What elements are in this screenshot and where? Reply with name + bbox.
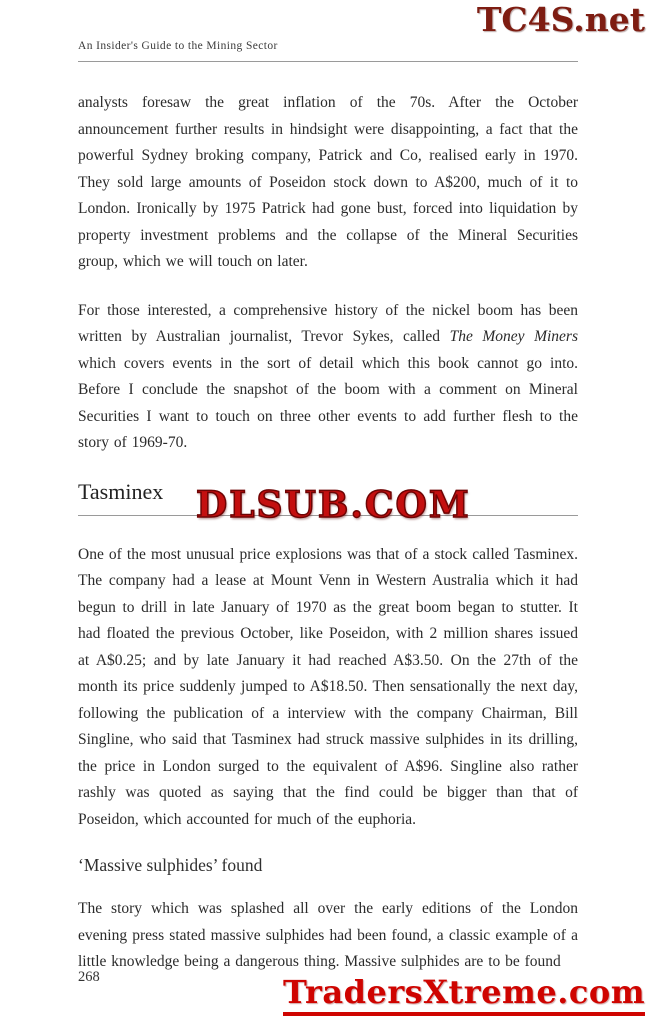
paragraph-4: The story which was splashed all over the early editions of the London evening press stated massive sulphides had been found, a classic example of a little knowledge being a dangerous thing. Massive sulphides are to be found (78, 900, 578, 970)
running-header-title: An Insider's Guide to the Mining Sector (78, 40, 278, 52)
paragraph-2-after: which covers events in the sort of detail which this book cannot go into. Before I conclude the snapshot of the boom with a comment on Mineral Securities I want to touch on three other events to add further flesh to the story of 1969-70. (78, 354, 578, 451)
watermark-top: TC4S.net (476, 0, 645, 39)
section-heading-tasminex: Tasminex (78, 478, 164, 504)
paragraph-3: One of the most unusual price explosions was that of a stock called Tasminex. The company had a lease at Mount Venn in Western Australia which it had begun to drill in late January of 1970 as the great boom began to stutter. It had floated the previous October, like Poseidon, with 2 million shares issued at A$0.25; and by late January it had reached A$3.50. On the 27th of the month its price suddenly jumped to A$18.50. Then sensationally the next day, following the publication of a interview with the company Chairman, Bill Singline, who said that Tasminex had struck massive sulphides in its drilling, the price in London surged to the equivalent of A$96. Singline also rather rashly was quoted as saying that the find could be bigger than that of Poseidon, which accounted for much of the euphoria. (78, 545, 578, 828)
paragraph-1: analysts foresaw the great inflation of the 70s. After the October announcement further results in hindsight were disappointing, a fact that the powerful Sydney broking company, Patrick and Co, realised early in 1970. They sold large amounts of Poseidon stock down to A$200, much of it to London. Ironically by 1975 Patrick had gone bust, forced into liquidation by property investment problems and the collapse of the Mineral Securities group, which we will touch on later. (78, 94, 578, 270)
book-title-italic: The Money Miners (449, 328, 578, 345)
page-number: 268 (78, 969, 100, 985)
subsection-heading-massive-sulphides: ‘Massive sulphides’ found (78, 855, 263, 875)
header-rule (78, 61, 578, 62)
page-header (78, 40, 578, 62)
paragraph-2-before: For those interested, a comprehensive history of the nickel boom has been written by Australian journalist, Trevor Sykes, called (78, 301, 578, 345)
watermark-middle: DLSUB.COM (196, 484, 471, 526)
page-content (78, 90, 578, 998)
watermark-bottom: TradersXtreme.com (283, 973, 645, 1016)
paragraph-2 (78, 298, 578, 457)
